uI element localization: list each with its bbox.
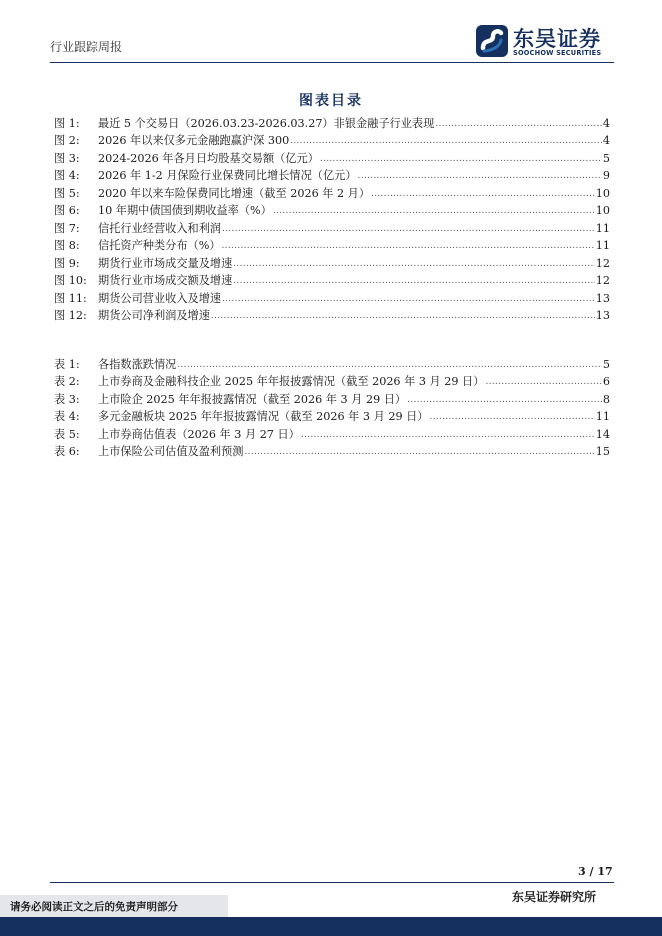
toc-entry-page[interactable]: 13 [595,291,610,305]
toc-dot-leader [407,393,602,407]
footer-firm-name: 东吴证券研究所 [512,890,597,904]
toc-entry-title[interactable]: 最近 5 个交易日（2026.03.23-2026.03.27）非银金融子行业表现 [98,116,435,130]
toc-entry-page[interactable]: 12 [595,274,610,287]
table-list [54,354,610,459]
disclaimer-text: 请务必阅读正文之后的免责声明部分 [10,901,178,913]
toc-dot-leader [273,204,595,218]
toc-entry-page[interactable]: 6 [602,375,610,388]
toc-entry-number: 图 10: [54,274,87,287]
toc-entry-page[interactable]: 11 [595,221,610,235]
toc-entry-number: 图 9: [54,256,80,270]
toc-entry-title[interactable]: 2024-2026 年各月日均股基交易额（亿元） [98,151,319,165]
figure-entry[interactable] [54,253,610,271]
toc-entry-page[interactable]: 11 [595,239,610,252]
report-type-label: 行业跟踪周报 [50,40,123,54]
toc-entry-title[interactable]: 各指数涨跌情况 [98,357,177,371]
toc-entry-title[interactable]: 10 年期中债国债到期收益率（%） [98,204,272,217]
toc-dot-leader [435,117,602,131]
toc-entry-number: 图 3: [54,151,80,165]
toc-entry-number: 图 7: [54,221,80,235]
toc-entry-title[interactable]: 期货行业市场成交额及增速 [98,274,233,287]
toc-dot-leader [177,358,602,372]
figure-entry[interactable] [54,148,610,166]
toc-entry-page[interactable]: 4 [602,116,610,130]
toc-entry-page[interactable]: 11 [595,410,610,423]
toc-entry-page[interactable]: 8 [602,392,610,406]
company-logo [475,22,625,62]
toc-entry-title[interactable]: 信托行业经营收入和利润 [98,221,222,235]
figure-entry[interactable] [54,271,610,289]
table-entry[interactable] [54,407,610,425]
toc-dot-leader [222,292,595,306]
toc-entry-number: 图 12: [54,309,87,322]
figure-entry[interactable] [54,306,610,324]
toc-entry-page[interactable]: 15 [595,445,610,458]
toc-entry-number: 表 3: [54,392,80,406]
toc-entry-page[interactable]: 10 [595,204,610,217]
toc-entry-number: 图 2: [54,134,80,147]
toc-entry-number: 图 4: [54,169,80,182]
toc-entry-number: 图 5: [54,186,80,200]
toc-entry-title[interactable]: 信托资产种类分布（%） [98,239,221,252]
figure-entry[interactable] [54,166,610,184]
table-entry[interactable] [54,424,610,442]
toc-dot-leader [371,187,595,201]
toc-dot-leader [290,134,602,148]
toc-entry-number: 表 6: [54,445,80,458]
toc-entry-page[interactable]: 9 [602,169,610,182]
logo-english-name: SOOCHOW SECURITIES [513,49,602,57]
toc-dot-leader [320,152,602,166]
toc-entry-title[interactable]: 多元金融板块 2025 年年报披露情况（截至 2026 年 3 月 29 日） [98,410,429,423]
toc-dot-leader [233,257,594,271]
toc-dot-leader [301,428,595,442]
toc-entry-title[interactable]: 上市券商估值表（2026 年 3 月 27 日） [98,427,300,441]
toc-entry-number: 表 4: [54,410,80,423]
figure-entry[interactable] [54,218,610,236]
toc-entry-page[interactable]: 14 [595,427,610,441]
footer-divider [50,882,614,883]
figure-entry[interactable] [54,288,610,306]
figure-list [54,113,610,323]
logo-name: 东吴证券 [513,27,601,51]
toc-entry-page[interactable]: 5 [602,357,610,371]
figure-entry[interactable] [54,131,610,149]
toc-entry-number: 表 2: [54,375,80,388]
toc-dot-leader [430,410,595,424]
toc-entry-title[interactable]: 2026 年以来仅多元金融跑赢沪深 300 [98,134,290,147]
toc-dot-leader [233,274,594,288]
toc-entry-number: 图 1: [54,116,80,130]
toc-entry-title[interactable]: 上市券商及金融科技企业 2025 年年报披露情况（截至 2026 年 3 月 29 日） [98,375,485,388]
figure-entry[interactable] [54,183,610,201]
toc-dot-leader [222,222,595,236]
toc-dot-leader [244,445,594,459]
toc-entry-title[interactable]: 2026 年 1-2 月保险行业保费同比增长情况（亿元） [98,169,357,182]
toc-entry-page[interactable]: 5 [602,151,610,165]
figure-entry[interactable] [54,201,610,219]
toc-entry-title[interactable]: 期货行业市场成交量及增速 [98,256,233,270]
toc-dot-leader [222,239,595,253]
toc-entry-title[interactable]: 2020 年以来车险保费同比增速（截至 2026 年 2 月） [98,186,371,200]
toc-title: 图表目录 [299,93,363,109]
soochow-logo-icon [475,24,509,58]
toc-entry-page[interactable]: 12 [595,256,610,270]
table-entry[interactable] [54,442,610,460]
page-number: 3 / 17 [578,865,613,878]
table-entry[interactable] [54,372,610,390]
toc-entry-number: 图 11: [54,291,87,305]
table-entry[interactable] [54,354,610,372]
toc-entry-number: 表 1: [54,357,80,371]
toc-dot-leader [485,375,601,389]
toc-entry-title[interactable]: 期货公司净利润及增速 [98,309,210,322]
toc-entry-page[interactable]: 10 [595,186,610,200]
toc-entry-title[interactable]: 期货公司营业收入及增速 [98,291,222,305]
figure-entry[interactable] [54,113,610,131]
toc-dot-leader [358,169,602,183]
toc-entry-number: 图 6: [54,204,80,217]
toc-entry-page[interactable]: 13 [595,309,610,322]
toc-entry-title[interactable]: 上市险企 2025 年年报披露情况（截至 2026 年 3 月 29 日） [98,392,407,406]
table-entry[interactable] [54,389,610,407]
header-divider [50,62,614,63]
figure-entry[interactable] [54,236,610,254]
footer-band [0,917,662,936]
disclaimer-banner [0,895,228,917]
toc-entry-number: 表 5: [54,427,80,441]
toc-entry-page[interactable]: 4 [602,134,610,147]
toc-entry-title[interactable]: 上市保险公司估值及盈利预测 [98,445,244,458]
toc-dot-leader [211,309,595,323]
toc-entry-number: 图 8: [54,239,80,252]
